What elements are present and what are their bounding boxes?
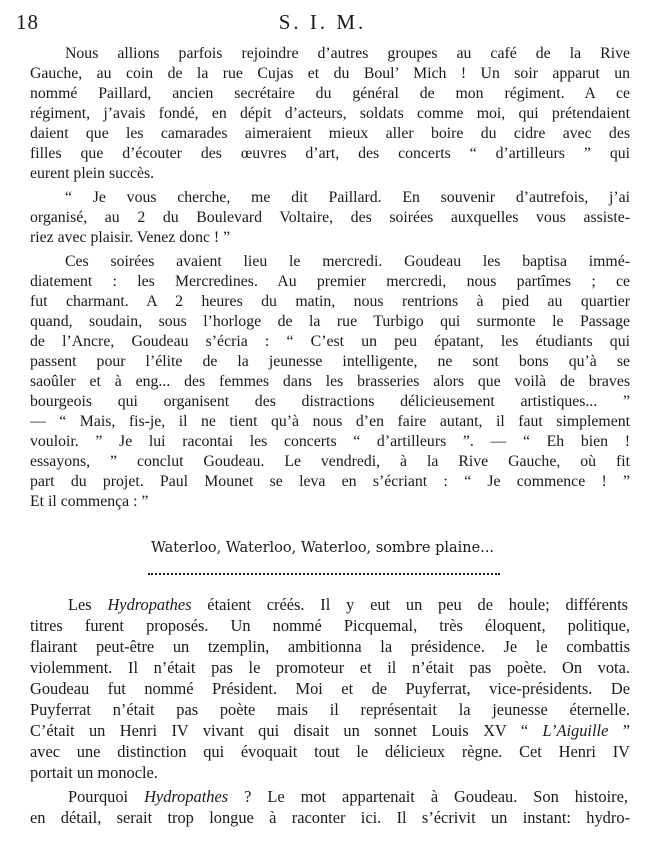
- text-span: ? Le mot appartenait à Goudeau. Son histoire,: [228, 787, 629, 806]
- page-number: 18: [16, 10, 39, 34]
- text-line: Ces soirées avaient lieu le mercredi. Goudeau les baptisa immé-: [65, 253, 630, 270]
- text-line: vouloir. ” Je lui racontai les concerts “ d’artilleurs ”. — “ Eh bien !: [30, 433, 630, 450]
- verse-quote: Waterloo, Waterloo, Waterloo, sombre plaine...: [150, 540, 495, 556]
- text-line: [30, 720, 630, 741]
- text-line: Gauche, au coin de la rue Cujas et du Boul’ Mich ! Un soir apparut un: [30, 65, 630, 82]
- italic-title: L’Aiguille: [542, 721, 609, 740]
- text-line: organisé, au 2 du Boulevard Voltaire, des soirées auxquelles vous assiste-: [30, 209, 630, 226]
- text-line: passent pour l’élite de la jeunesse intelligente, ne sont bons qu’à se: [30, 353, 630, 370]
- text-line: Nous allions parfois rejoindre d’autres groupes au café de la Rive: [65, 45, 630, 62]
- text-span: étaient créés. Il y eut un peu de houle; différents: [191, 595, 628, 614]
- text-line: régiment, j’avais fondé, en dépit d’acteurs, soldats comme moi, qui prétendaient: [30, 105, 630, 122]
- text-line: “ Je vous cherche, me dit Paillard. En souvenir d’autrefois, j’ai: [65, 189, 630, 206]
- text-line: Goudeau fut nommé Président. Moi et de Puyferrat, vice-présidents. De: [30, 679, 630, 698]
- text-span: Pourquoi: [68, 787, 145, 806]
- text-span: Les: [68, 595, 108, 614]
- text-line: — “ Mais, fis-je, il ne tient qu’à nous d’en faire autant, il faut simplement: [30, 413, 630, 430]
- text-line: nommé Paillard, ancien secrétaire du général de mon régiment. A ce: [30, 85, 630, 102]
- text-line: saoûler et à eng... des femmes dans les brasseries alors que voilà de braves: [30, 373, 630, 390]
- text-line: Puyferrat n’était pas poète mais il représentait la jeunesse éternelle.: [30, 700, 630, 719]
- text-line: Et il commença : ”: [30, 493, 149, 510]
- text-line: [68, 786, 628, 807]
- text-line: de l’Ancre, Goudeau s’écria : “ C’est un peu épatant, les étudiants qui: [30, 333, 630, 350]
- text-line: flairant peut-être un tzemplin, ambitionna la présidence. Je le combattis: [30, 637, 630, 656]
- text-line: riez avec plaisir. Venez donc ! ”: [30, 229, 231, 246]
- running-head: [16, 10, 629, 36]
- text-line: daient que les camarades aimeraient mieux aller boire du cidre avec des: [30, 125, 630, 142]
- text-line: part du projet. Paul Mounet se leva en s’écriant : “ Je commence ! ”: [30, 473, 630, 490]
- text-line: [68, 594, 628, 615]
- text-line: bourgeois qui organisent des distractions délicieusement artistiques... ”: [30, 393, 630, 410]
- text-line: avec une distinction qui évoquait tout le délicieux règne. Cet Henri IV: [30, 742, 630, 761]
- italic-term: Hydropathes: [107, 595, 192, 614]
- text-line: diatement : les Mercredines. Au premier mercredi, nous partîmes ; ce: [30, 273, 630, 290]
- text-line: quand, soudain, sous l’horloge de la rue Turbigo qui surmonte le Passage: [30, 313, 630, 330]
- dotted-ellipsis-line: [148, 563, 500, 575]
- text-line: essayons, ” conclut Goudeau. Le vendredi, à la Rive Gauche, où fit: [30, 453, 630, 470]
- text-line: fut charmant. A 2 heures du matin, nous rentrions à pied au quartier: [30, 293, 630, 310]
- text-line: portait un monocle.: [30, 763, 158, 782]
- text-span: ”: [608, 721, 631, 740]
- italic-term: Hydropathes: [144, 787, 229, 806]
- text-line: titres furent proposés. Un nommé Picquemal, très éloquent, politique,: [30, 616, 630, 635]
- text-line: en détail, serait trop longue à raconter ici. Il s’écrivit un instant: hydro-: [30, 808, 630, 827]
- text-line: filles que d’écouter des œuvres d’art, des concerts “ d’artilleurs ” qui: [30, 145, 630, 162]
- text-span: C’était un Henri IV vivant qui disait un sonnet Louis XV “: [30, 721, 543, 740]
- text-line: eurent plein succès.: [30, 165, 155, 182]
- running-title: S. I. M.: [278, 10, 367, 34]
- text-line: violemment. Il n’était pas le promoteur et il n’était pas poète. On vota.: [30, 658, 630, 677]
